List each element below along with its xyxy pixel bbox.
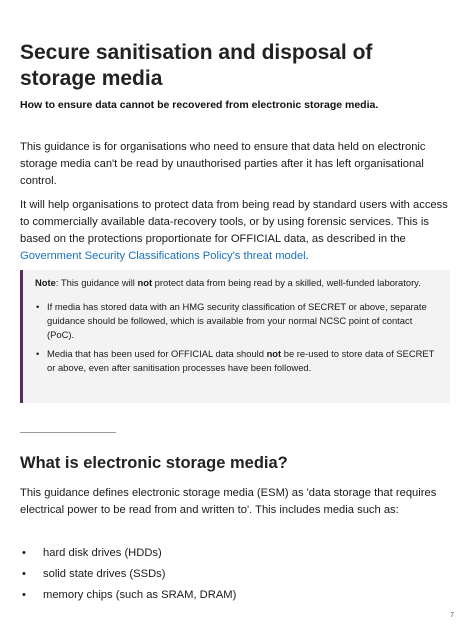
note-label: Note [35, 277, 56, 288]
list-item-text: solid state drives (SSDs) [43, 568, 166, 580]
list-item [20, 566, 236, 582]
purpose-end: . [305, 250, 309, 262]
list-item [20, 545, 236, 561]
note-text [35, 276, 440, 290]
note-text-1: : This guidance will [55, 277, 138, 288]
section-divider [20, 432, 116, 433]
purpose-paragraph [20, 197, 450, 265]
note-text-2: protect data from being read by a skilled, well-funded laboratory. [152, 277, 421, 288]
section-heading: What is electronic storage media? [20, 454, 288, 472]
section-paragraph: This guidance defines electronic storage media (ESM) as 'data storage that requires electrical power to be read from and written to'. This includes media such as: [20, 487, 437, 516]
note-bullet-text: If media has stored data with an HMG security classification of SECRET or above, separate guidance should be followed, which is available from your normal NCSC point of contact (PoC). [47, 301, 427, 340]
note-bullet-list [35, 300, 440, 375]
note-callout [20, 270, 450, 403]
bullet-icon: • [36, 301, 40, 312]
list-item-text: hard disk drives (HDDs) [43, 547, 162, 559]
note-bullet-bold: not [266, 348, 282, 359]
bullet-icon: • [22, 568, 26, 580]
purpose-text: It will help organisations to protect data from being read by standard users with access to commercially available data-recovery tools, or by using forensic services. This is based on the protections proportionate for OFFICIAL data, as described in the [20, 199, 448, 245]
list-item-text: memory chips (such as SRAM, DRAM) [43, 589, 237, 601]
esm-list [20, 545, 236, 608]
bullet-icon: • [36, 348, 40, 359]
page-title: Secure sanitisation and disposal of storage media [20, 41, 373, 90]
intro-paragraph: This guidance is for organisations who need to ensure that data held on electronic storage media can't be read by unauthorised parties after it has left organisational control. [20, 141, 426, 187]
threat-model-link[interactable]: Government Security Classifications Policy's threat model [20, 250, 306, 262]
note-bullet [35, 300, 440, 342]
note-bullet-text: Media that has been used for OFFICIAL data should [47, 348, 267, 359]
note-bullet [35, 347, 440, 375]
page-number: 7 [450, 612, 454, 619]
bullet-icon: • [22, 589, 26, 601]
note-bold: not [137, 277, 153, 288]
bullet-icon: • [22, 547, 26, 559]
note-bullet-text-end: be re-used to store data of SECRET or above, even after sanitisation processes have been followed. [47, 348, 435, 373]
list-item [20, 587, 236, 603]
page-subtitle: How to ensure data cannot be recovered from electronic storage media. [20, 99, 379, 111]
